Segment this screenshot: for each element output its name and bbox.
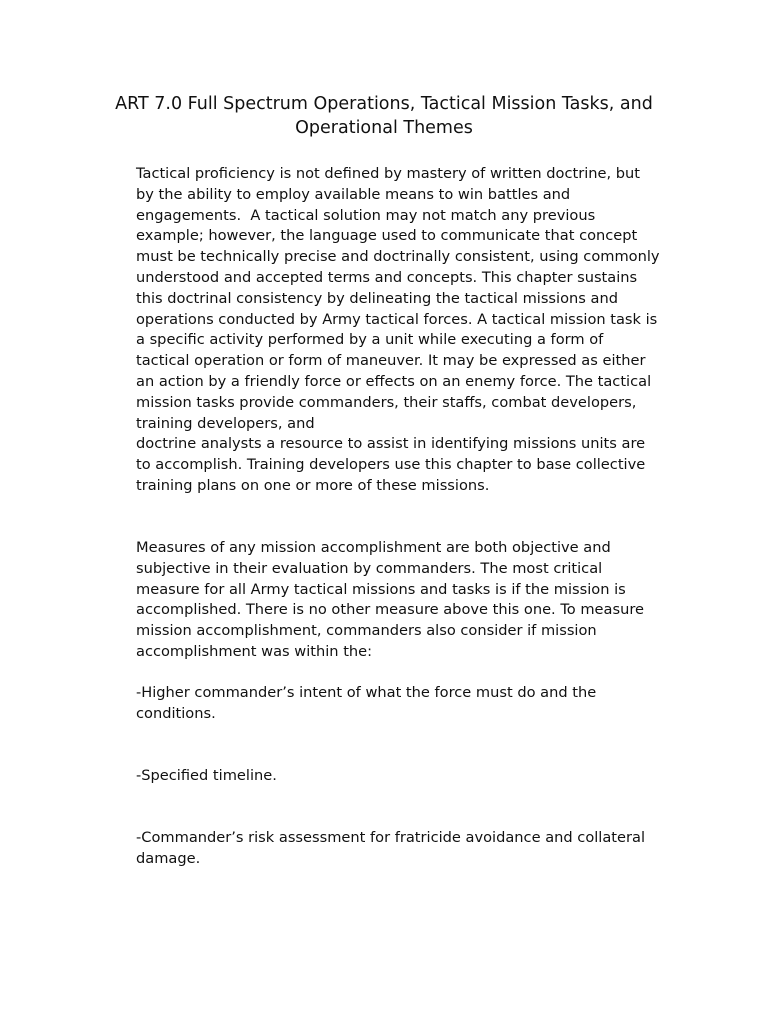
text-line: by the ability to employ available means to win battles and [136, 185, 571, 203]
text-line: accomplished. There is no other measure above this one. To measure [136, 601, 644, 619]
title-line: Operational Themes [295, 118, 473, 138]
text-line: tactical operation or form of maneuver. It may be expressed as either [136, 352, 646, 370]
text-line: an action by a friendly force or effects on an enemy force. The tactical [136, 372, 652, 390]
text-line: doctrine analysts a resource to assist in identifying missions units are [136, 435, 646, 453]
text-line: this doctrinal consistency by delineating the tactical missions and [136, 289, 618, 307]
text-line: engagements. A tactical solution may not match any previous [136, 206, 596, 224]
list-item-timeline [136, 766, 684, 787]
text-line: -Higher commander’s intent of what the force must do and the [136, 684, 597, 701]
text-line: conditions. [136, 704, 216, 722]
text-line: damage. [136, 849, 201, 867]
text-line: operations conducted by Army tactical forces. A tactical mission task is [136, 310, 658, 328]
text-line: Tactical proficiency is not defined by mastery of written doctrine, but [136, 165, 640, 182]
text-line: mission tasks provide commanders, their staffs, combat developers, [136, 393, 637, 411]
title-line: ART 7.0 Full Spectrum Operations, Tactical Mission Tasks, and [115, 94, 653, 114]
text-line: -Commander’s risk assessment for fratricide avoidance and collateral [136, 829, 645, 846]
text-line: a specific activity performed by a unit while executing a form of [136, 331, 604, 349]
text-line: understood and accepted terms and concepts. This chapter sustains [136, 268, 638, 286]
text-line: training developers, and [136, 414, 315, 432]
text-line: to accomplish. Training developers use this chapter to base collective [136, 456, 646, 474]
intro-paragraph [136, 164, 684, 497]
text-line: measure for all Army tactical missions and tasks is if the mission is [136, 580, 626, 598]
list-item-commander-intent [136, 683, 684, 725]
document-title [90, 92, 678, 140]
list-item-risk-assessment [136, 828, 684, 870]
text-line: -Specified timeline. [136, 767, 277, 784]
measures-paragraph [136, 538, 684, 663]
text-line: accomplishment was within the: [136, 642, 373, 660]
text-line: must be technically precise and doctrinally consistent, using commonly [136, 248, 660, 266]
text-line: training plans on one or more of these missions. [136, 476, 490, 494]
text-line: subjective in their evaluation by commanders. The most critical [136, 559, 603, 577]
text-line: mission accomplishment, commanders also consider if mission [136, 622, 597, 640]
text-line: Measures of any mission accomplishment are both objective and [136, 539, 611, 556]
text-line: example; however, the language used to communicate that concept [136, 227, 638, 245]
